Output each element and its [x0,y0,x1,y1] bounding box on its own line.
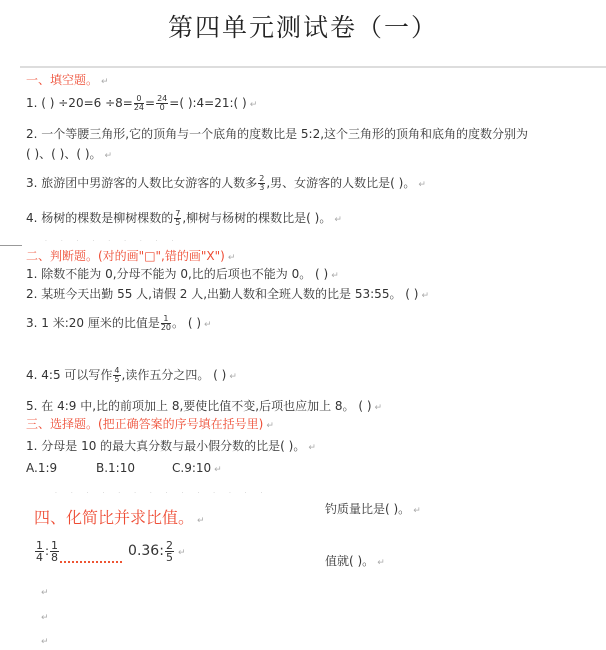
paragraph-mark-icon: ↵ [41,613,49,623]
fraction: $\frac{2}{5}$ [165,539,173,564]
paragraph-mark-icon: ↵ [41,588,49,598]
paragraph-mark-icon: ↵ [227,253,236,263]
fraction: $\frac{2}{3}$ [259,174,265,192]
section-heading-simplify-ratio: 四、化简比并求比值。 ↵ [34,508,205,527]
question-3-1-options [26,460,222,478]
fraction: $\frac{1}{4}$ [36,539,43,564]
option-b: B.1:10 [96,461,135,475]
question-1-1: 1. ( ) ÷20=6 ÷8= $\frac{0}{24}$ = $\frac{24}{0}$ =( ):4=21:( ) ↵ [26,94,258,112]
question-1-3: 3. 旅游团中男游客的人数比女游客的人数多 $\frac{2}{3}$ ,男、女游客的人数比是( )。 ↵ [26,174,426,192]
paragraph-mark-icon: ↵ [374,403,383,413]
paragraph-mark-icon: ↵ [418,180,426,190]
section-heading-fill-blank: 一、填空题。 ↵ [26,73,109,87]
question-3-1: 1. 分母是 10 的最大真分数与最小假分数的比是( )。 ↵ [26,439,316,453]
header-divider [20,66,606,68]
fraction: $\frac{1}{8}$ [51,539,59,564]
paragraph-mark-icon: ↵ [104,151,113,161]
option-a: A.1:9 [26,461,58,475]
question-2-1: 1. 除数不能为 0,分母不能为 0,比的后项也不能为 0。 ( ) ↵ [26,267,339,281]
spellcheck-underline [60,557,122,563]
overlap-rule [0,245,22,246]
fraction: $\frac{1}{20}$ [160,314,172,332]
paragraph-mark-icon: ↵ [249,100,258,110]
section-heading-true-false: 二、判断题。(对的画"□",错的画"X") ↵ [26,249,236,263]
paragraph-mark-icon: ↵ [214,465,222,475]
paragraph-mark-icon: ↵ [41,637,49,647]
paragraph-mark-icon: ↵ [177,548,186,558]
paragraph-mark-icon: ↵ [377,558,385,568]
fraction: $\frac{24}{0}$ [157,94,168,112]
question-2-3: 3. 1 米:20 厘米的比值是 $\frac{1}{20}$ 。 ( ) ↵ [26,314,212,332]
page-title: 第四单元测试卷（一） [167,13,438,42]
question-2-2: 2. 某班今天出勤 55 人,请假 2 人,出勤人数和全班人数的比是 53:55。 ( ) ↵ [26,287,429,301]
fraction: $\frac{0}{24}$ [133,94,145,112]
paragraph-mark-icon: ↵ [413,506,421,516]
overlap-fragment-2: 值就( )。 ↵ [325,554,385,568]
question-2-4: 4. 4:5 可以写作 $\frac{4}{5}$ ,读作五分之四。 ( ) ↵ [26,366,237,384]
question-4-expressions: $\frac{1}{4}$ : $\frac{1}{8}$ 0.36: $\frac{2}{5}$ ↵ [36,539,186,564]
paragraph-mark-icon: ↵ [197,516,205,526]
fraction: $\frac{7}{5}$ [175,209,181,227]
overlap-ghost-text: · · · · · · · · · · · · · · [55,490,269,497]
question-1-4: 4. 杨树的棵数是柳树棵数的 $\frac{7}{5}$ ,柳树与杨树的棵数比是( )。 ↵ [26,209,342,227]
paragraph-mark-icon: ↵ [101,77,109,87]
fraction: $\frac{4}{5}$ [114,366,120,384]
overlap-fragment-1: 钓质量比是( )。 ↵ [325,502,421,516]
overlap-ghost-text: · · · · · · · · · [45,238,180,245]
question-1-2-line2: ( )、( )、( )。 ↵ [26,147,113,161]
option-c: C.9:10 [172,461,212,475]
paragraph-mark-icon: ↵ [334,215,342,225]
paragraph-mark-icon: ↵ [229,372,237,382]
paragraph-mark-icon: ↵ [266,421,274,431]
question-2-5: 5. 在 4:9 中,比的前项加上 8,要使比值不变,后项也应加上 8。 ( ) ↵ [26,399,383,413]
paragraph-mark-icon: ↵ [331,271,339,281]
question-1-2-line1: 2. 一个等腰三角形,它的顶角与一个底角的度数比是 5:2,这个三角形的顶角和底角的度数分别为 [26,127,529,141]
paragraph-mark-icon: ↵ [204,320,212,330]
paragraph-mark-icon: ↵ [421,291,429,301]
section-heading-multiple-choice: 三、选择题。(把正确答案的序号填在括号里) ↵ [26,417,274,431]
paragraph-mark-icon: ↵ [308,443,316,453]
